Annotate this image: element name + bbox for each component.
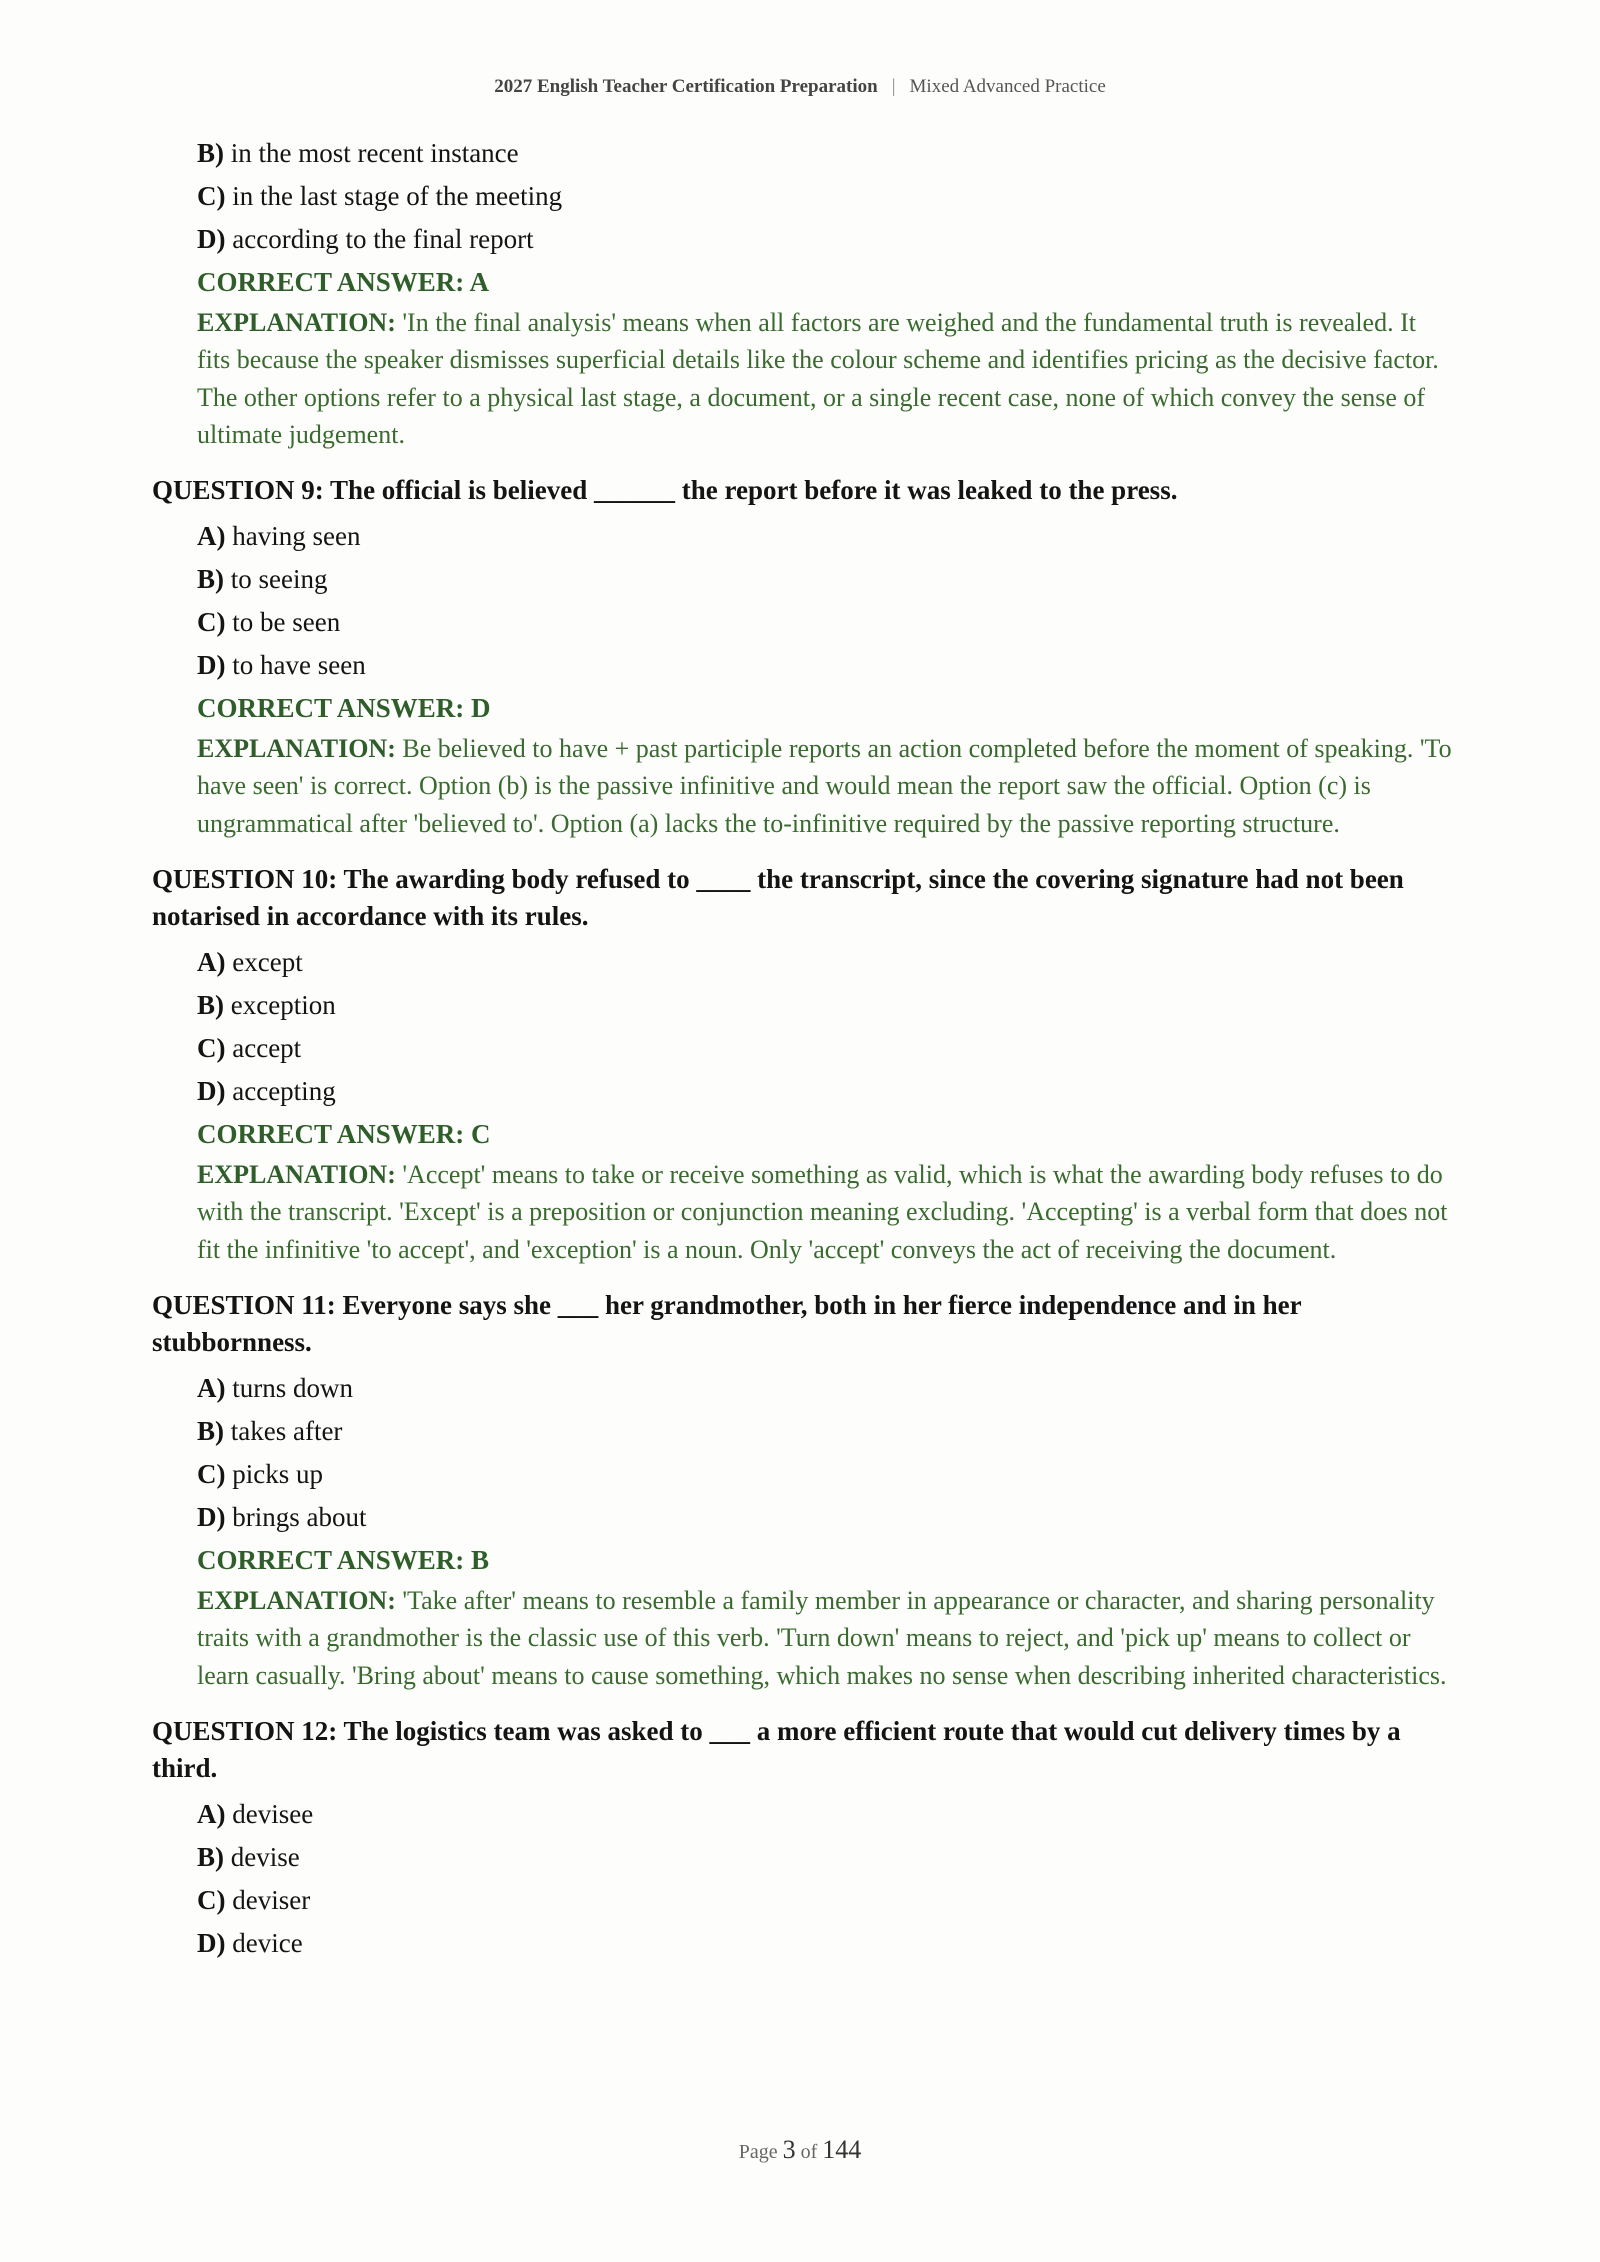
option-c	[197, 601, 1452, 644]
option-text: in the last stage of the meeting	[225, 181, 563, 211]
option-letter: B)	[197, 138, 224, 168]
option-text: exception	[224, 990, 336, 1021]
option-text: accepting	[225, 1076, 336, 1107]
page-of-label: of	[800, 2141, 818, 2163]
page-header	[0, 76, 1600, 98]
option-text: deviser	[225, 1884, 311, 1915]
option-c	[197, 1879, 1452, 1922]
option-d	[197, 644, 1452, 687]
question-9	[152, 459, 1452, 842]
option-letter: A)	[197, 1372, 226, 1403]
option-letter: D)	[197, 1501, 226, 1532]
correct-answer: CORRECT ANSWER: B	[197, 1544, 490, 1575]
option-letter: C)	[197, 607, 226, 638]
option-letter: C)	[197, 1884, 226, 1915]
explanation	[197, 1582, 1452, 1694]
option-d	[197, 1922, 1452, 1965]
option-text: takes after	[224, 1415, 343, 1446]
option-letter: D)	[197, 650, 226, 681]
correct-answer: CORRECT ANSWER: A	[197, 267, 490, 297]
option-c	[197, 1027, 1452, 1070]
explanation-text: 'In the final analysis' means when all factors are weighed and the fundamental truth is revealed. It fits because the speaker dismisses superficial details like the colour scheme and identifies pricing as the decisive factor. The other options refer to a physical last stage, a document, or a single recent case, none of which convey the sense of ultimate judgement.	[197, 308, 1439, 449]
header-separator: |	[891, 76, 896, 97]
question-12	[152, 1700, 1452, 1965]
option-b	[197, 1836, 1452, 1879]
explanation-text: 'Take after' means to resemble a family member in appearance or character, and sharing personality traits with a grandmother is the classic use of this verb. 'Turn down' means to reject, and 'pick up' means to collect or learn casually. 'Bring about' means to cause something, which makes no sense when describing inherited characteristics.	[197, 1585, 1447, 1690]
explanation	[197, 730, 1452, 842]
option-text: to be seen	[225, 607, 341, 638]
option-text: having seen	[225, 521, 361, 552]
document-title: 2027 English Teacher Certification Preparation	[494, 76, 878, 97]
option-letter: A)	[197, 1798, 226, 1829]
question-10	[152, 848, 1452, 1268]
question-stem: QUESTION 10: The awarding body refused to ____ the transcript, since the covering signature had not been notarised in accordance with its rules.	[152, 864, 1404, 932]
question-8-continuation	[152, 132, 1452, 453]
option-letter: C)	[197, 181, 226, 211]
page-content	[152, 132, 1452, 1965]
question-stem: QUESTION 12: The logistics team was asked to ___ a more efficient route that would cut delivery times by a third.	[152, 1715, 1401, 1783]
option-b	[197, 984, 1452, 1027]
option-text: brings about	[225, 1501, 367, 1532]
total-pages: 144	[822, 2135, 862, 2164]
option-d	[197, 1070, 1452, 1113]
option-text: except	[225, 947, 303, 978]
option-d	[197, 1496, 1452, 1539]
option-text: in the most recent instance	[224, 138, 519, 168]
option-letter: C)	[197, 1458, 226, 1489]
option-text: devise	[224, 1841, 300, 1872]
option-a	[197, 1793, 1452, 1836]
option-letter: A)	[197, 521, 226, 552]
option-text: according to the final report	[225, 224, 534, 254]
option-text: to have seen	[225, 650, 366, 681]
option-text: accept	[225, 1033, 302, 1064]
option-c	[197, 175, 1452, 218]
option-text: to seeing	[224, 564, 328, 595]
option-b	[197, 1410, 1452, 1453]
option-letter: D)	[197, 1076, 226, 1107]
option-text: device	[225, 1927, 303, 1958]
question-11	[152, 1274, 1452, 1694]
option-text: turns down	[225, 1372, 353, 1403]
correct-answer: CORRECT ANSWER: D	[197, 693, 491, 724]
option-letter: C)	[197, 1033, 226, 1064]
page-footer	[0, 2135, 1600, 2165]
question-stem: QUESTION 9: The official is believed ______ the report before it was leaked to the press.	[152, 475, 1178, 506]
option-letter: B)	[197, 564, 224, 595]
option-letter: B)	[197, 990, 224, 1021]
page-number: 3	[782, 2135, 796, 2164]
option-b	[197, 132, 1452, 175]
option-c	[197, 1453, 1452, 1496]
option-letter: D)	[197, 1927, 226, 1958]
explanation-label: EXPLANATION:	[197, 734, 396, 764]
page-prefix: Page	[738, 2141, 778, 2163]
option-letter: D)	[197, 224, 226, 254]
option-a	[197, 1367, 1452, 1410]
explanation-label: EXPLANATION:	[197, 308, 396, 337]
question-stem: QUESTION 11: Everyone says she ___ her grandmother, both in her fierce independence and in her stubbornness.	[152, 1289, 1302, 1357]
explanation-label: EXPLANATION:	[197, 1585, 396, 1615]
option-letter: A)	[197, 947, 226, 978]
option-a	[197, 941, 1452, 984]
option-a	[197, 515, 1452, 558]
explanation-label: EXPLANATION:	[197, 1160, 396, 1190]
explanation	[197, 1156, 1452, 1268]
option-text: picks up	[225, 1458, 323, 1489]
option-b	[197, 558, 1452, 601]
option-letter: B)	[197, 1841, 224, 1872]
option-d	[197, 218, 1452, 261]
explanation-text: 'Accept' means to take or receive something as valid, which is what the awarding body refuses to do with the transcript. 'Except' is a preposition or conjunction meaning excluding. 'Accepting' is a verbal form that does not fit the infinitive 'to accept', and 'exception' is a noun. Only 'accept' conveys the act of receiving the document.	[197, 1160, 1448, 1264]
option-letter: B)	[197, 1415, 224, 1446]
option-text: devisee	[225, 1798, 314, 1829]
document-subtitle: Mixed Advanced Practice	[909, 76, 1106, 97]
explanation	[197, 304, 1452, 453]
correct-answer: CORRECT ANSWER: C	[197, 1119, 491, 1150]
explanation-text: Be believed to have + past participle reports an action completed before the moment of speaking. 'To have seen' is correct. Option (b) is the passive infinitive and would mean the report saw the official. Option (c) is ungrammatical after 'believed to'. Option (a) lacks the to-infinitive required by the passive reporting structure.	[197, 734, 1452, 838]
